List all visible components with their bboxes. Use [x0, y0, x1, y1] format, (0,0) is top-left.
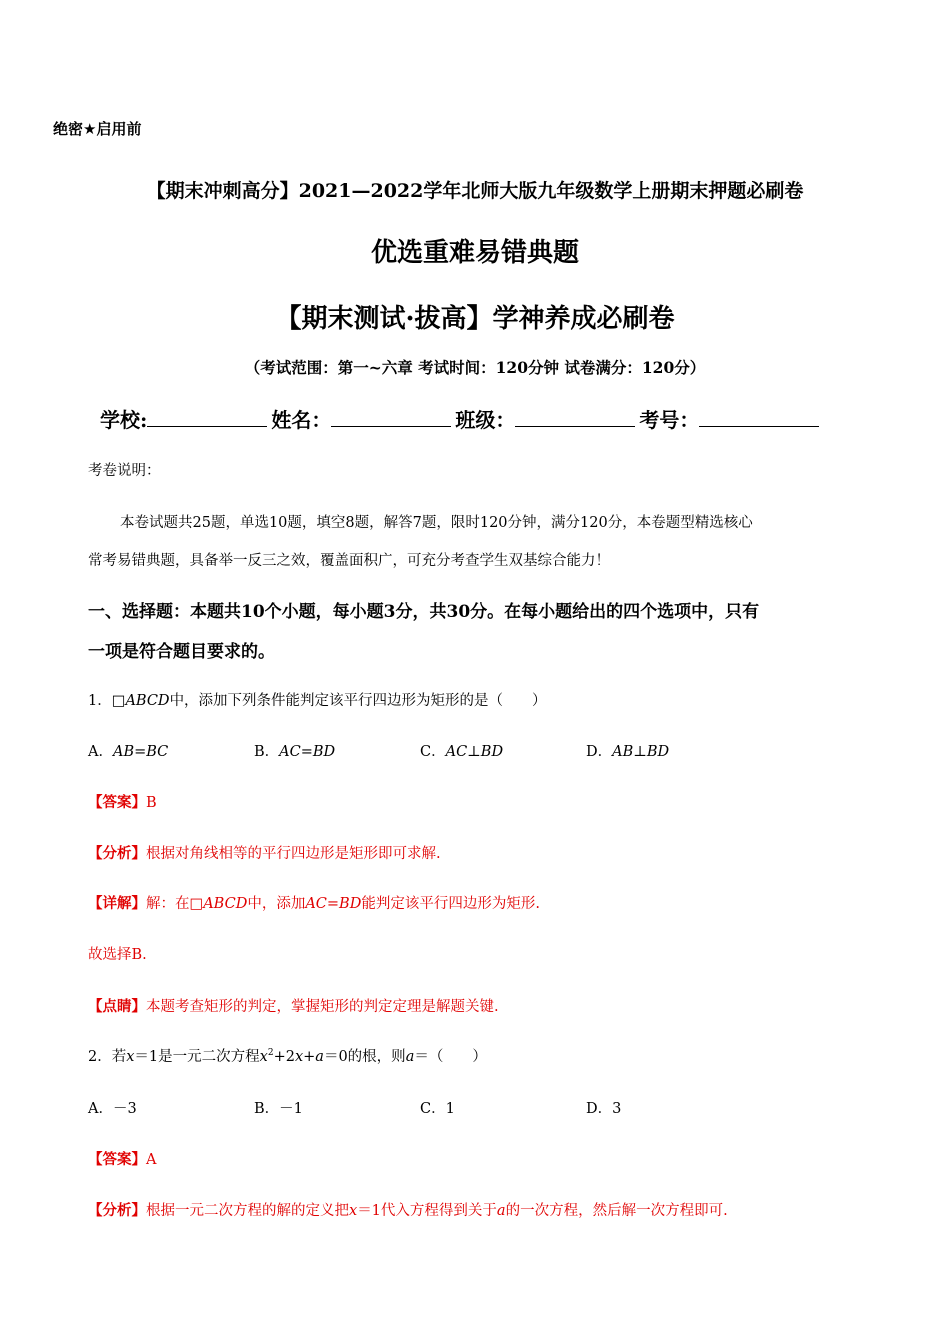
confidential-label: 绝密★启用前 — [53, 120, 142, 138]
q1-text: 中，添加下列条件能判定该平行四边形为矩形的是（ ） — [169, 693, 547, 709]
note-text: 本题考查矩形的判定，掌握矩形的判定定理是解题关键. — [146, 999, 499, 1015]
option-d[interactable]: D．3 — [586, 1101, 622, 1117]
intro-line-1: 本卷试题共25题，单选10题，填空8题，解答7题，限时120分钟，满分120分，本卷题型精选核心 — [120, 515, 753, 531]
q1-note — [88, 995, 499, 1016]
option-c[interactable]: C．1 — [420, 1101, 455, 1117]
intro-label: 考卷说明： — [88, 463, 161, 479]
q1-analysis — [88, 842, 441, 863]
answer-value: A — [146, 1152, 157, 1168]
q1-var: ABCD — [125, 693, 170, 709]
q1-detail: 【详解】解：在□ABCD中，添加AC=BD能判定该平行四边形为矩形. — [88, 895, 540, 912]
detail-tag: 【详解】 — [88, 895, 146, 912]
exam-title: 【期末冲刺高分】2021—2022学年北师大版九年级数学上册期末押题必刷卷 — [146, 180, 804, 202]
option-b[interactable]: B．AC=BD — [254, 744, 336, 760]
q2-answer — [88, 1148, 156, 1169]
intro-line-2: 常考易错典题，具备举一反三之效，覆盖面积广，可充分考查学生双基综合能力！ — [88, 553, 610, 569]
section-heading-line-1: 一、选择题：本题共10个小题，每小题3分，共30分。在每小题给出的四个选项中，只有 — [88, 602, 760, 622]
option-b[interactable]: B．－1 — [254, 1101, 303, 1117]
option-d[interactable]: D．AB⊥BD — [586, 744, 670, 760]
exam-meta: （考试范围：第一~六章 考试时间：120分钟 试卷满分：120分） — [244, 358, 706, 377]
answer-value: B — [146, 795, 157, 811]
question-1-options — [88, 740, 752, 761]
exam-heading: 【期末测试·拔高】学神养成必刷卷 — [275, 304, 675, 334]
class-label: 班级： — [455, 408, 516, 432]
question-2-stem: 2．若x＝1是一元二次方程$x^2+2x+a=0$的根，则a＝（ ） — [88, 1048, 487, 1065]
class-blank[interactable] — [515, 404, 635, 427]
school-label: 学校: — [100, 408, 148, 432]
q1-choice: 故选择B. — [88, 947, 147, 963]
answer-tag: 【答案】 — [88, 794, 146, 811]
section-heading-line-2: 一项是符合题目要求的。 — [88, 642, 275, 662]
exam-subtitle: 优选重难易错典题 — [370, 238, 579, 268]
number-label: 考号： — [639, 408, 700, 432]
question-2-options — [88, 1097, 752, 1118]
option-a[interactable]: A．AB=BC — [88, 744, 169, 760]
question-1-stem — [88, 689, 547, 710]
name-blank[interactable] — [331, 404, 451, 427]
q2-analysis: 【分析】根据一元二次方程的解的定义把x＝1代入方程得到关于a的一次方程，然后解一次方程即可. — [88, 1202, 728, 1219]
student-info-fields — [100, 404, 823, 433]
analysis-text: 根据对角线相等的平行四边形是矩形即可求解. — [146, 846, 441, 862]
option-c[interactable]: C．AC⊥BD — [420, 744, 504, 760]
option-a[interactable]: A．－3 — [88, 1101, 137, 1117]
analysis-tag: 【分析】 — [88, 1202, 146, 1219]
name-label: 姓名： — [271, 408, 332, 432]
parallelogram-symbol: □ — [111, 693, 126, 709]
answer-tag: 【答案】 — [88, 1151, 146, 1168]
school-blank[interactable] — [147, 404, 267, 427]
analysis-tag: 【分析】 — [88, 845, 146, 862]
note-tag: 【点睛】 — [88, 998, 146, 1015]
number-blank[interactable] — [699, 404, 819, 427]
q1-answer — [88, 791, 157, 812]
q1-number: 1． — [88, 693, 112, 709]
